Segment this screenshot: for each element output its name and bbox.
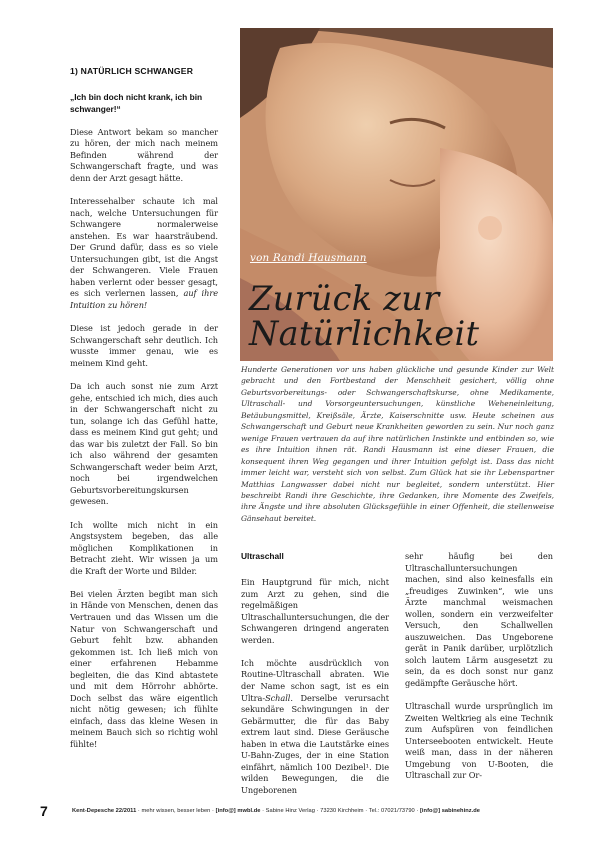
ultraschall-paragraph-2-b: . Derselbe verursacht sekundäre Schwingungen in der Gebärmutter, die für das Baby extrem laut sind. Diese Geräusche haben in etwa die Lautstärke eines U-Bahn-Zuges, der in eine Station einfährt, nämlich 100 Dezibel¹. Die wilden Bewegungen, die die Ungeborenen	[241, 692, 389, 795]
right-paragraph-2: Ultraschall wurde ursprünglich im Zweiten Weltkrieg als eine Technik zum Aufspüren von feindlichen Unterseebooten entwickelt. Heute weiß man, dass in der näheren Umgebung von U-Booten, die Ultraschall zur Or-	[405, 701, 553, 781]
page-footer	[40, 805, 555, 825]
section-heading: 1) NATÜRLICH SCHWANGER	[70, 66, 194, 76]
paragraph-2	[70, 196, 218, 311]
ultraschall-paragraph-2-a: Ich möchte ausdrücklich von Routine-Ultraschall abraten. Wie der Name schon sagt, ist es ein Ultra-	[241, 657, 389, 703]
page-number: 7	[40, 803, 48, 819]
footer-text	[72, 808, 480, 814]
title-line-1: Zurück zur	[249, 279, 440, 318]
paragraph-1: Diese Antwort bekam so mancher zu hören, der mich nach meinem Befinden während der Schwangerschaft fragte, und was denn der Arzt gesagt hätte.	[70, 126, 218, 183]
footer-slogan: · mehr wissen, besser leben ·	[137, 808, 214, 814]
article-intro: Hunderte Generationen vor uns haben glückliche und gesunde Kinder zur Welt gebracht und den Fortbestand der Menschheit gesichert, völlig ohne Geburtsvorbereitungs- oder Schwangerschaftskurse, ohne Medikamente, Ultraschall- und Vorsorgeuntersuchungen, künstliche Weheneinleitung, Betäubungsmittel, Kreißsäle, Ärzte, Kaiserschnitte usw. Heute scheinen aus Schwangerschaft und Geburt neue Krankheiten geworden zu sein. Nur noch ganz wenige Frauen vertrauen da auf ihre natürlichen Instinkte und entbinden so, wie es ihre Intuition ihnen rät. Randi Hausmann ist eine dieser Frauen, die konsequent ihren Weg gegangen und ihrer Intuition gefolgt ist. Dass das nicht immer leicht war, versteht sich von selbst. Zum Glück hat sie ihr Lebenspartner Matthias Langwasser dabei nicht nur begleitet, sondern unterstützt. Hier beschreibt Randi ihre Geschichte, ihre Gedanken, ihre Momente des Zweifels, ihre Ängste und ihre absoluten Glücksgefühle in einer Offenheit, die stellenweise Gänsehaut bereitet.	[241, 365, 554, 523]
article-title	[249, 281, 479, 351]
middle-column	[241, 551, 389, 796]
ultraschall-heading: Ultraschall	[241, 551, 284, 561]
lead-quote: „Ich bin doch nicht krank, ich bin schwanger!“	[70, 92, 203, 114]
footer-issue: Kent-Depesche 22/2011	[72, 808, 137, 814]
paragraph-4: Da ich auch sonst nie zum Arzt gehe, entschied ich mich, dies auch in der Schwangerschaft nicht zu tun, solange ich das Gefühl hatte, dass es meinem Kind gut geht; und das war bis zuletzt der Fall. So bin ich also während der gesamten Schwangerschaft weder beim Arzt, noch bei irgendwelchen Geburtsvorbereitungskursen gewesen.	[70, 380, 218, 507]
left-column	[70, 66, 218, 751]
footer-publisher: · Sabine Hinz Verlag · 73230 Kirchheim · Tel.: 07021/73790 ·	[262, 808, 419, 814]
footer-link-sabinehinz[interactable]: [info@] sabinehinz.de	[419, 808, 480, 814]
paragraph-3: Diese ist jedoch gerade in der Schwangerschaft sehr deutlich. Ich wusste immer genau, wie es meinem Kind geht.	[70, 323, 218, 368]
ultraschall-paragraph-1: Ein Hauptgrund für mich, nicht zum Arzt zu gehen, sind die regelmäßigen Ultraschalluntersuchungen, die der Schwangeren dringend angeraten werden.	[241, 577, 389, 645]
title-line-2: Natürlichkeit	[249, 314, 480, 353]
paragraph-6: Bei vielen Ärzten begibt man sich in Hände von Menschen, denen das Vertrauen und das Wissen um die Natur von Schwangerschaft und Geburt fehlt bzw. abhanden gekommen ist. Ich ließ mich von einer erfahrenen Hebamme begleiten, die das Kind abtastete und mit dem Hörrohr abhörte. Doch selbst das wäre eigentlich nicht nötig gewesen; ich fühlte einfach, dass das kleine Wesen in meinem Bauch sich so richtig wohl fühlte!	[70, 588, 218, 749]
ultraschall-paragraph-2	[241, 658, 389, 797]
paragraph-5: Ich wollte mich nicht in ein Angstsystem begeben, das alle möglichen Komplikationen in Betracht zieht. Wir wissen ja um die Kraft der Worte und Bilder.	[70, 519, 218, 576]
paragraph-2-emphasis: auf ihre Intuition zu hören!	[70, 288, 219, 311]
paragraph-2-text: Interessehalber schaute ich mal nach, welche Untersuchungen für Schwangere normalerweise anstehen. Es war haarsträubend. Der Grund dafür, dass es so viele Untersuchungen gibt, ist die Angst der Schwangeren. Viele Frauen haben verlernt oder besser gesagt, es sich verlernen lassen,	[70, 196, 218, 299]
right-column	[405, 551, 553, 782]
footer-link-mwbl[interactable]: [info@] mwbl.de	[215, 808, 261, 814]
ultraschall-emphasis: Schall	[265, 692, 291, 703]
author-byline: von Randi Hausmann	[250, 252, 367, 264]
right-paragraph-1: sehr häufig bei den Ultraschalluntersuchungen machen, sind also keinesfalls ein „freudiges Zuwinken“, wie uns Ärzte manchmal weismachen wollen, sondern ein verzweifelter Versuch, den Schallwellen auszuweichen. Das Ungeborene gerät in Panik darüber, urplötzlich solch lautem Lärm ausgesetzt zu sein, da es doch sonst nur ganz gedämpfte Geräusche hört.	[405, 551, 553, 689]
